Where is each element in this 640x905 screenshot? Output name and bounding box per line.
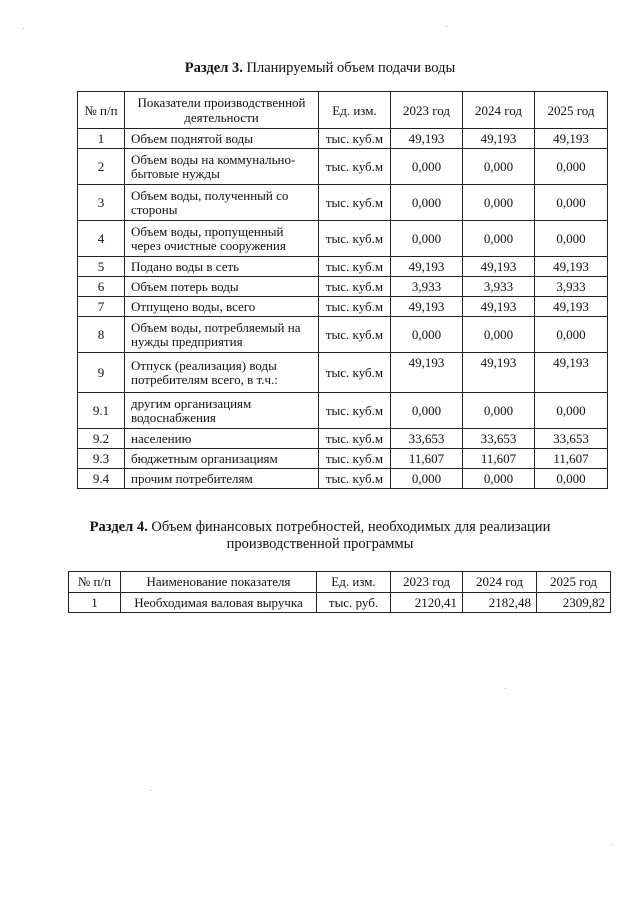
row-indicator: бюджетным организациям (125, 449, 319, 469)
row-unit: тыс. куб.м (319, 185, 391, 221)
value-2023: 11,607 (391, 449, 463, 469)
value-2024: 0,000 (463, 317, 535, 353)
table-row (78, 277, 608, 297)
value-2023: 0,000 (391, 393, 463, 429)
table-header-row (69, 572, 611, 593)
table-row (78, 257, 608, 277)
row-num: 8 (78, 317, 125, 353)
row-num: 5 (78, 257, 125, 277)
row-name: Необходимая валовая выручка (121, 593, 317, 613)
value-2024: 0,000 (463, 469, 535, 489)
table-header-row (78, 92, 608, 129)
row-indicator: населению (125, 429, 319, 449)
value-2025: 11,607 (535, 449, 608, 469)
table-row (78, 221, 608, 257)
scan-speck (446, 26, 447, 27)
row-num: 9.2 (78, 429, 125, 449)
value-2023: 49,193 (391, 129, 463, 149)
value-2025: 0,000 (535, 221, 608, 257)
row-unit: тыс. куб.м (319, 469, 391, 489)
table-row (78, 149, 608, 185)
row-num: 4 (78, 221, 125, 257)
header-2024: 2024 год (463, 572, 537, 593)
table-row (78, 129, 608, 149)
row-indicator: Объем воды на коммунально-бытовые нужды (125, 149, 319, 185)
header-indicator: Показатели производственной деятельности (125, 92, 319, 129)
table-row (78, 429, 608, 449)
header-num: № п/п (69, 572, 121, 593)
header-indicator-name: Наименование показателя (121, 572, 317, 593)
table-row (78, 185, 608, 221)
row-indicator: Объем потерь воды (125, 277, 319, 297)
value-2025: 2309,82 (537, 593, 611, 613)
value-2024: 0,000 (463, 185, 535, 221)
value-2025: 49,193 (535, 297, 608, 317)
value-2024: 2182,48 (463, 593, 537, 613)
value-2025: 49,193 (535, 129, 608, 149)
value-2023: 49,193 (391, 257, 463, 277)
row-indicator: Объем поднятой воды (125, 129, 319, 149)
row-unit: тыс. куб.м (319, 317, 391, 353)
value-2025: 49,193 (535, 353, 608, 393)
header-2025: 2025 год (535, 92, 608, 129)
value-2024: 0,000 (463, 149, 535, 185)
value-2025: 0,000 (535, 185, 608, 221)
table-row (69, 593, 611, 613)
value-2024: 0,000 (463, 221, 535, 257)
row-indicator: Объем воды, полученный со стороны (125, 185, 319, 221)
header-unit: Ед. изм. (319, 92, 391, 129)
value-2024: 3,933 (463, 277, 535, 297)
row-unit: тыс. руб. (317, 593, 391, 613)
row-unit: тыс. куб.м (319, 429, 391, 449)
header-unit: Ед. изм. (317, 572, 391, 593)
financial-needs-table (68, 571, 611, 613)
row-unit: тыс. куб.м (319, 221, 391, 257)
row-num: 7 (78, 297, 125, 317)
table-row (78, 469, 608, 489)
row-indicator: Подано воды в сеть (125, 257, 319, 277)
value-2024: 49,193 (463, 129, 535, 149)
water-supply-table (77, 91, 608, 489)
header-2025: 2025 год (537, 572, 611, 593)
row-indicator: Отпущено воды, всего (125, 297, 319, 317)
header-num: № п/п (78, 92, 125, 129)
row-num: 2 (78, 149, 125, 185)
value-2024: 49,193 (463, 297, 535, 317)
table-row (78, 297, 608, 317)
row-indicator: прочим потребителям (125, 469, 319, 489)
header-2023: 2023 год (391, 92, 463, 129)
value-2023: 49,193 (391, 353, 463, 393)
row-unit: тыс. куб.м (319, 353, 391, 393)
row-indicator: Объем воды, потребляемый на нужды предприятия (125, 317, 319, 353)
table-row (78, 393, 608, 429)
table-row (78, 353, 608, 393)
row-indicator: другим организациям водоснабжения (125, 393, 319, 429)
row-indicator: Объем воды, пропущенный через очистные сооружения (125, 221, 319, 257)
value-2023: 0,000 (391, 469, 463, 489)
scan-speck (505, 688, 506, 689)
row-unit: тыс. куб.м (319, 257, 391, 277)
value-2023: 0,000 (391, 317, 463, 353)
value-2025: 33,653 (535, 429, 608, 449)
scan-speck (150, 790, 151, 791)
row-unit: тыс. куб.м (319, 149, 391, 185)
table-row (78, 449, 608, 469)
value-2023: 33,653 (391, 429, 463, 449)
value-2025: 0,000 (535, 317, 608, 353)
table-row (78, 317, 608, 353)
row-num: 3 (78, 185, 125, 221)
value-2024: 49,193 (463, 353, 535, 393)
value-2023: 0,000 (391, 149, 463, 185)
value-2023: 2120,41 (391, 593, 463, 613)
section3-title: Раздел 3. Планируемый объем подачи воды (184, 60, 456, 76)
row-unit: тыс. куб.м (319, 277, 391, 297)
value-2025: 49,193 (535, 257, 608, 277)
section4-title: Раздел 4. Объем финансовых потребностей, необходимых для реализации производственной программы (89, 519, 551, 552)
value-2024: 11,607 (463, 449, 535, 469)
value-2023: 3,933 (391, 277, 463, 297)
value-2025: 0,000 (535, 469, 608, 489)
row-num: 9.1 (78, 393, 125, 429)
row-unit: тыс. куб.м (319, 393, 391, 429)
row-num: 1 (69, 593, 121, 613)
value-2024: 0,000 (463, 393, 535, 429)
row-num: 9.3 (78, 449, 125, 469)
value-2025: 3,933 (535, 277, 608, 297)
scan-speck (23, 28, 24, 29)
value-2023: 0,000 (391, 221, 463, 257)
row-num: 9 (78, 353, 125, 393)
row-unit: тыс. куб.м (319, 129, 391, 149)
row-indicator: Отпуск (реализация) воды потребителям всего, в т.ч.: (125, 353, 319, 393)
row-num: 1 (78, 129, 125, 149)
row-num: 6 (78, 277, 125, 297)
header-2024: 2024 год (463, 92, 535, 129)
row-num: 9.4 (78, 469, 125, 489)
value-2025: 0,000 (535, 149, 608, 185)
row-unit: тыс. куб.м (319, 297, 391, 317)
scan-speck (612, 844, 613, 845)
value-2023: 0,000 (391, 185, 463, 221)
value-2023: 49,193 (391, 297, 463, 317)
row-unit: тыс. куб.м (319, 449, 391, 469)
value-2024: 33,653 (463, 429, 535, 449)
header-2023: 2023 год (391, 572, 463, 593)
value-2024: 49,193 (463, 257, 535, 277)
value-2025: 0,000 (535, 393, 608, 429)
